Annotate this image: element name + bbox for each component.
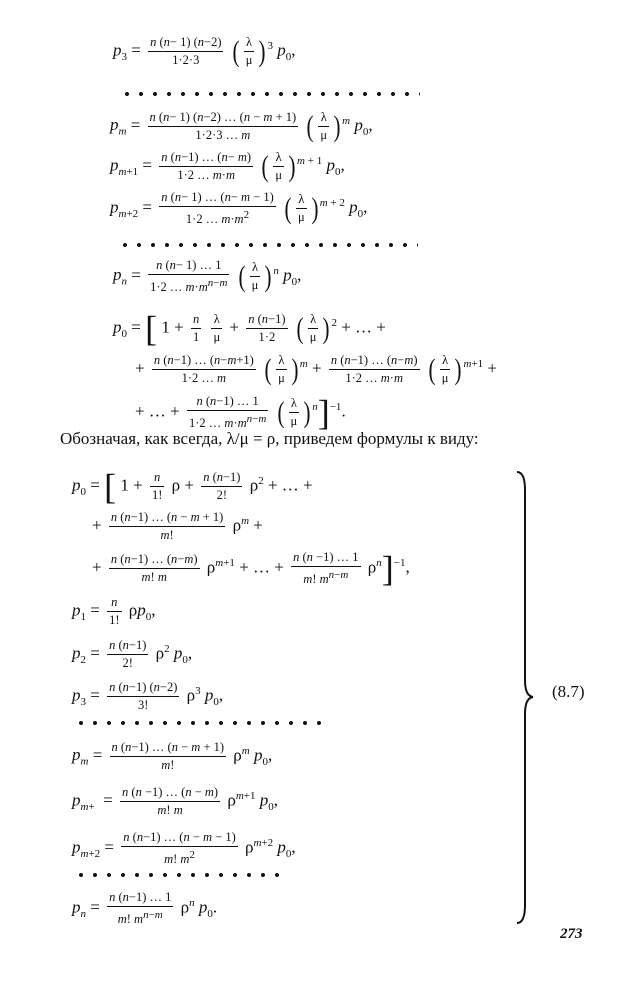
formula-p0-line2: + $\frac{n (n-1) \dots (n - m + 1)}{m!}$ $\rho^m$ + <box>92 510 263 542</box>
formula-p0-upper-line3: + … + $\frac{n (n-1) \dots 1}{1\cdot 2 \dots m\cdot m^{n-m}}$ ( $\frac{\lambda}{\mu}$ ) $^n$]$^{-1}$. <box>135 392 346 433</box>
page-number: 273 <box>560 926 583 942</box>
formula-p0-line1: $p_0$ = [ 1 + $\frac{n}{1!}$ ρ + $\frac{n (n-1)}{2!}$ $\rho^2$ + … + <box>72 466 313 507</box>
formula-pm2-upper: $p_{m+2}$ = $\frac{n (n- 1) \dots (n- m - 1)}{1\cdot 2 \dots m\cdot m^2}$ ( $\frac{\lambda}{\mu}$ ) $^{m + 2}$ $p_0$, <box>110 190 368 227</box>
formula-pn: $p_n$ = $\frac{n (n-1) \dots 1}{m! m^{n-m}}$ $\rho^n$ $p_0$. <box>72 890 218 927</box>
formula-pm1: $p_{m+}$ = $\frac{n (n -1) \dots (n - m)}{m! m}$ $\rho^{m+1}$ $p_0$, <box>72 785 278 817</box>
prose-line: Обозначая, как всегда, λ/μ = ρ, приведем формулы к виду: <box>60 429 479 448</box>
formula-pn-upper: $p_n$ = $\frac{n (n- 1) \dots 1}{1\cdot 2 \dots m\cdot m^{n-m}}$ ( $\frac{\lambda}{\mu}$ ) $^n$ $p_0$, <box>113 258 302 295</box>
formula-p0-upper-line1: $p_0$ = [ 1 + $\frac{n}{1}$ $\frac{\lambda}{\mu}$ + $\frac{n (n-1)}{1\cdot 2}$ ( $\frac{\lambda}{\mu}$ ) $^2$ + … + <box>113 308 386 349</box>
formula-p1: $p_1$ = $\frac{n}{1!}$ $\rho p_0$, <box>72 595 156 627</box>
ellipsis-row <box>74 720 324 726</box>
ellipsis-row <box>118 242 418 248</box>
formula-pm1-upper: $p_{m+1}$ = $\frac{n (n-1) \dots (n- m)}{1\cdot 2 \dots m\cdot m}$ ( $\frac{\lambda}{\mu}$ ) $^{m + 1}$ $p_0$, <box>110 149 345 183</box>
formula-pm-upper: $p_m$ = $\frac{n (n- 1) (n-2) \dots (n - m + 1)}{1\cdot 2\cdot 3 \dots m}$ ( $\frac{\lambda}{\mu}$ ) $^m$ $p_0$, <box>110 109 373 143</box>
formula-p2: $p_2$ = $\frac{n (n-1)}{2!}$ $\rho^2$ $p_0$, <box>72 638 193 670</box>
fraction: $\frac{n (n- 1) (n-2)}{1\cdot 2\cdot 3}$ <box>150 35 222 67</box>
ellipsis-row <box>120 91 420 97</box>
formula-p0-line3: + $\frac{n (n-1) \dots (n-m)}{m! m}$ $\rho^{m+1}$ + … + $\frac{n (n -1) \dots 1}{m! m^{n-m}}$ $\rho^n]^{-1}$, <box>92 548 410 589</box>
formula-p0-upper-line2: + $\frac{n (n-1) \dots (n-m+1)}{1\cdot 2 \dots m}$ ( $\frac{\lambda}{\mu}$ ) $^m$ + $\frac{n (n-1) \dots (n-m)}{1\cdot 2 \dots m\cdot m}$ ( $\frac{\lambda}{\mu}$ ) $^{m+1}$ + <box>135 352 497 386</box>
ellipsis-row <box>74 872 284 878</box>
formula-p3-upper: $p_3$ = $\frac{n (n- 1) (n-2)}{1\cdot 2\cdot 3}$ ( $\frac{\lambda}{\mu}$ ) $^3$ $p_0$, <box>113 34 296 68</box>
right-brace <box>515 470 535 925</box>
equation-number: (8.7) <box>552 682 585 701</box>
formula-pm: $p_m$ = $\frac{n (n-1) \dots (n - m + 1)}{m!}$ $\rho^m$ $p_0$, <box>72 740 273 772</box>
formula-p3: $p_3$ = $\frac{n (n-1) (n-2)}{3!}$ $\rho^3$ $p_0$, <box>72 680 224 712</box>
formula-pm2: $p_{m+2}$ = $\frac{n (n-1) \dots (n - m - 1)}{m! m^2}$ $\rho^{m+2}$ $p_0$, <box>72 830 296 867</box>
